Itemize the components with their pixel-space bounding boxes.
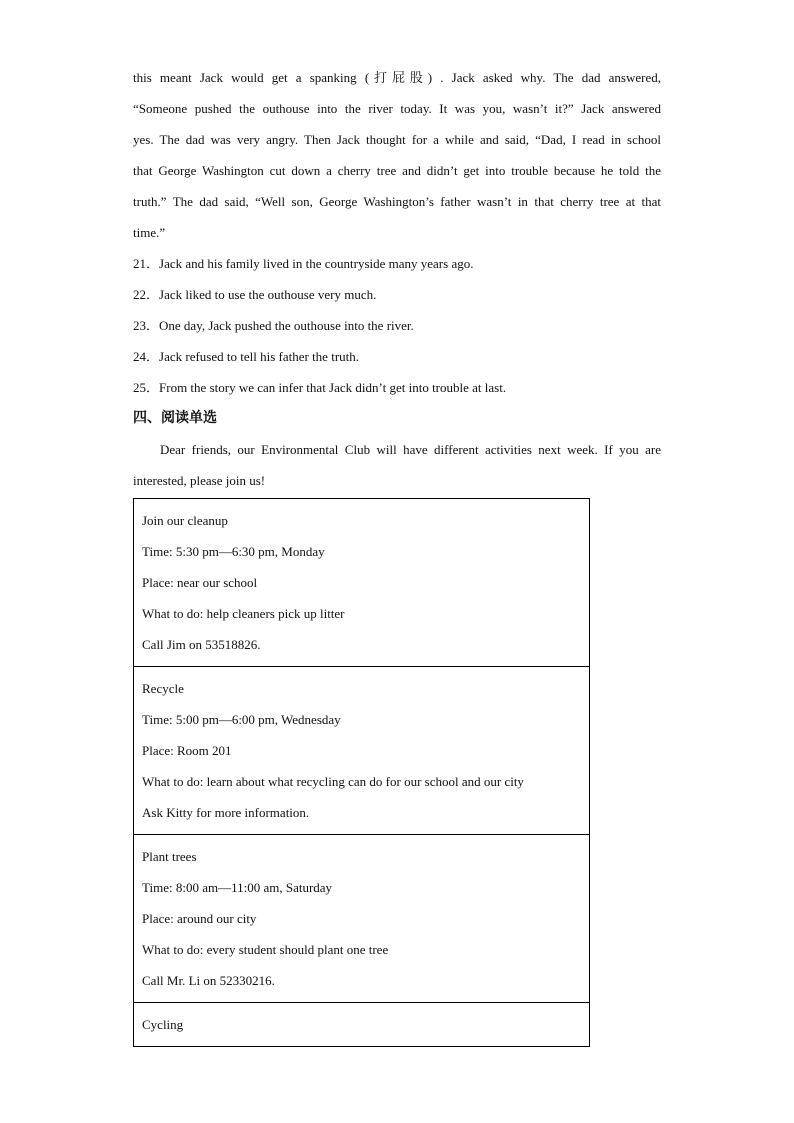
activity-contact: Call Jim on 53518826. (142, 637, 261, 652)
activity-row (134, 1003, 590, 1047)
question-item (133, 279, 661, 310)
activity-todo: What to do: help cleaners pick up litter (142, 606, 345, 621)
activity-title: Recycle (142, 681, 184, 696)
activity-cell (134, 835, 590, 1003)
question-list (133, 248, 661, 403)
question-number: 25． (133, 380, 160, 395)
document-page (133, 62, 661, 1047)
question-item (133, 372, 661, 403)
story-line: truth.” The dad said, “Well son, George Washington’s father wasn’t in that cherry tree at that (133, 194, 661, 209)
question-number: 24． (133, 349, 160, 364)
activity-time: Time: 5:00 pm—6:00 pm, Wednesday (142, 712, 341, 727)
activity-title: Join our cleanup (142, 513, 228, 528)
story-line: this meant Jack would get a spanking (打屁股) . Jack asked why. The dad answered, (133, 70, 661, 85)
story-line: “Someone pushed the outhouse into the river today. It was you, wasn’t it?” Jack answered (133, 101, 661, 116)
activity-time: Time: 8:00 am—11:00 am, Saturday (142, 880, 333, 895)
question-item (133, 248, 661, 279)
question-text: From the story we can infer that Jack didn’t get into trouble at last. (159, 380, 507, 395)
activity-place: Place: Room 201 (142, 743, 232, 758)
story-line: that George Washington cut down a cherry tree and didn’t get into trouble because he told the (133, 163, 661, 178)
activity-row (134, 667, 590, 835)
question-number: 21． (133, 256, 160, 271)
intro-line: Dear friends, our Environmental Club will have different activities next week. If you are (160, 442, 661, 457)
activity-contact: Call Mr. Li on 52330216. (142, 973, 275, 988)
activity-todo: What to do: learn about what recycling can do for our school and our city (142, 774, 524, 789)
activity-contact: Ask Kitty for more information. (142, 805, 310, 820)
question-text: Jack liked to use the outhouse very much. (159, 287, 377, 302)
question-item (133, 310, 661, 341)
story-paragraph (133, 62, 661, 248)
question-item (133, 341, 661, 372)
question-text: One day, Jack pushed the outhouse into the river. (159, 318, 414, 333)
activity-place: Place: near our school (142, 575, 258, 590)
question-number: 23． (133, 318, 160, 333)
intro-line: interested, please join us! (133, 473, 266, 488)
question-text: Jack and his family lived in the countryside many years ago. (159, 256, 474, 271)
activity-cell (134, 1003, 590, 1047)
story-line: time.” (133, 225, 166, 240)
activity-title: Cycling (142, 1017, 184, 1032)
activity-time: Time: 5:30 pm—6:30 pm, Monday (142, 544, 325, 559)
activity-row (134, 499, 590, 667)
question-text: Jack refused to tell his father the truth. (159, 349, 360, 364)
activity-title: Plant trees (142, 849, 197, 864)
activity-row (134, 835, 590, 1003)
activity-cell (134, 667, 590, 835)
story-line: yes. The dad was very angry. Then Jack thought for a while and said, “Dad, I read in school (133, 132, 661, 147)
question-number: 22． (133, 287, 160, 302)
activity-place: Place: around our city (142, 911, 257, 926)
activities-table (133, 498, 590, 1047)
activity-cell (134, 499, 590, 667)
section-heading: 四、阅读单选 (133, 410, 217, 426)
activity-todo: What to do: every student should plant one tree (142, 942, 389, 957)
